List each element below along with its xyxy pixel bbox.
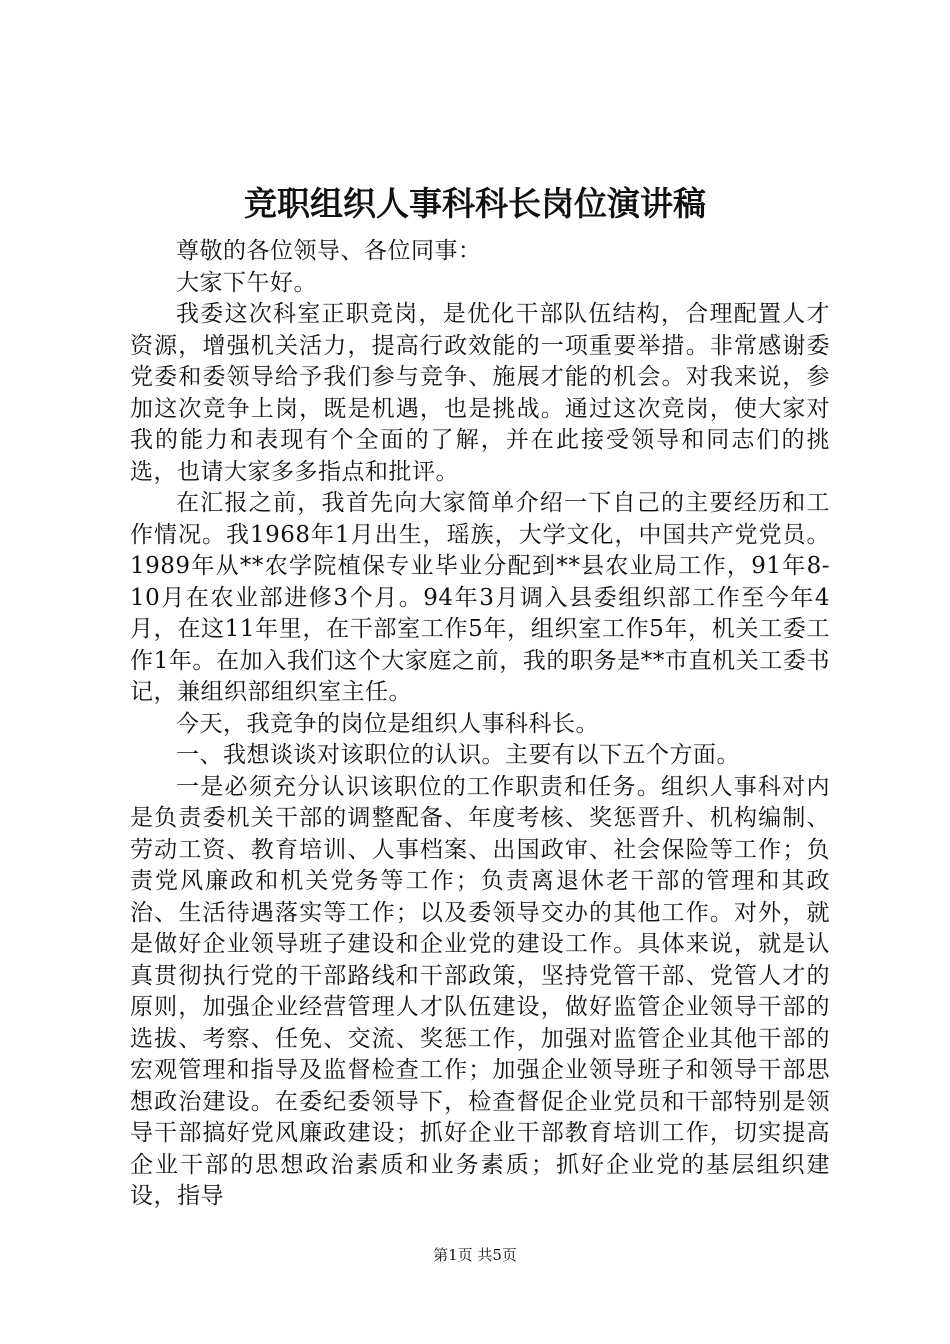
body-paragraph: 在汇报之前，我首先向大家简单介绍一下自己的主要经历和工作情况。我1968年1月出生，瑶族，大学文化，中国共产党党员。1989年从**农学院植保专业毕业分配到**县农业局工作，91年8-10月在农业部进修3个月。94年3月调入县委组织部工作至今年4月，在这11年里，在干部室工作5年，组织室工作5年，机关工委工作1年。在加入我们这个大家庭之前，我的职务是**市直机关工委书记，兼组织部组织室主任。 [130,490,830,705]
document-body [130,236,830,1213]
body-paragraph: 今天，我竞争的岗位是组织人事科科长。 [176,710,599,737]
page-footer: 第1页 共5页 [433,1246,517,1264]
greeting-paragraph: 大家下午好。 [176,269,317,296]
body-paragraph: 我委这次科室正职竞岗，是优化干部队伍结构，合理配置人才资源，增强机关活力，提高行政效能的一项重要举措。非常感谢委党委和委领导给予我们参与竞争、施展才能的机会。对我来说，参加这次竞争上岗，既是机遇，也是挑战。通过这次竞岗，使大家对我的能力和表现有个全面的了解，并在此接受领导和同志们的挑选，也请大家多多指点和批评。 [130,301,830,485]
document-title: 竞职组织人事科科长岗位演讲稿 [244,184,706,223]
body-paragraph: 一是必须充分认识该职位的工作职责和任务。组织人事科对内是负责委机关干部的调整配备、年度考核、奖惩晋升、机构编制、劳动工资、教育培训、人事档案、出国政审、社会保险等工作；负责党风廉政和机关党务等工作；负责离退休老干部的管理和其政治、生活待遇落实等工作；以及委领导交办的其他工作。对外，就是做好企业领导班子建设和企业党的建设工作。具体来说，就是认真贯彻执行党的干部路线和干部政策，坚持党管干部、党管人才的原则，加强企业经营管理人才队伍建设，做好监管企业领导干部的选拔、考察、任免、交流、奖惩工作，加强对监管企业其他干部的宏观管理和指导及监督检查工作；加强企业领导班子和领导干部思想政治建设。在委纪委领导下，检查督促企业党员和干部特别是领导干部搞好党风廉政建设；抓好企业干部教育培训工作，切实提高企业干部的思想政治素质和业务素质；抓好企业党的基层组织建设，指导 [130,773,830,1209]
salutation-paragraph: 尊敬的各位领导、各位同事： [176,238,482,264]
body-paragraph: 一、我想谈谈对该职位的认识。主要有以下五个方面。 [176,742,740,768]
